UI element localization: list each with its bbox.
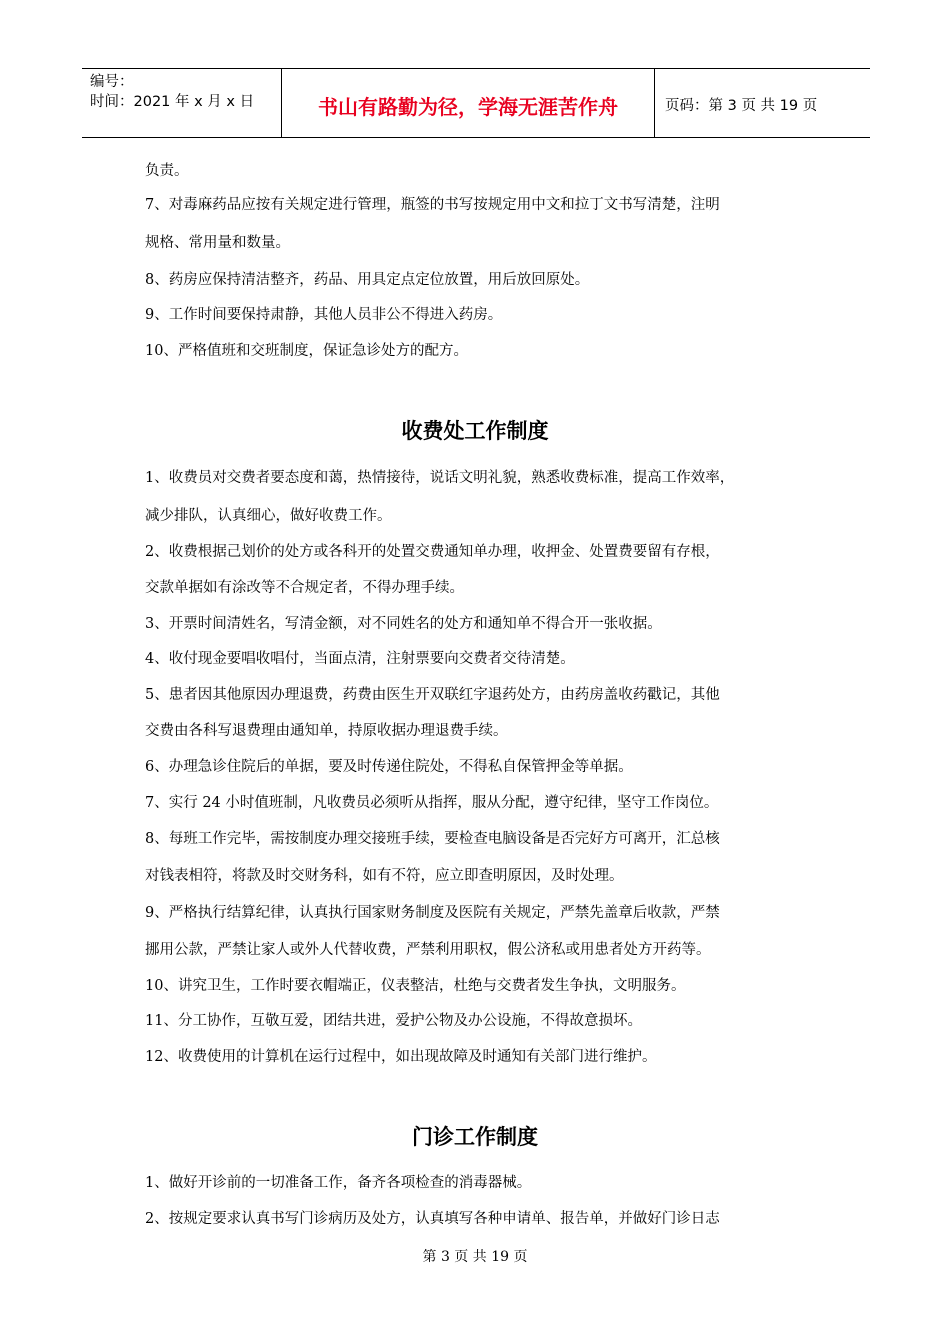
document-body [145, 155, 825, 1237]
paragraph-line: 减少排队，认真细心，做好收费工作。 [145, 508, 392, 524]
toll-rules [145, 459, 825, 1075]
paragraph-line: 交费由各科写退费理由通知单，持原收据办理退费手续。 [145, 723, 508, 739]
paragraph-line: 11、分工协作，互敬互爱，团结共进，爱护公物及办公设施，不得故意损坏。 [145, 1013, 642, 1029]
paragraph-line: 2、收费根据己划价的处方或各科开的处置交费通知单办理，收押金、处置费要留有存根， [145, 544, 720, 560]
paragraph-line: 1、做好开诊前的一切准备工作，备齐各项检查的消毒器械。 [145, 1175, 532, 1191]
paragraph-line: 7、实行 24 小时值班制，凡收费员必须听从指挥，服从分配，遵守纪律，坚守工作岗位。 [145, 795, 719, 811]
pharmacy-tail [145, 155, 825, 369]
header-motto: 书山有路勤为径，学海无涯苦作舟 [282, 69, 655, 137]
date-line: 时间：2021 年 x 月 x 日 [90, 94, 255, 110]
paragraph-line: 5、患者因其他原因办理退费，药费由医生开双联红字退药处方，由药房盖收药戳记，其他 [145, 687, 720, 703]
header-left-cell [82, 69, 282, 137]
paragraph-line: 4、收付现金要唱收唱付，当面点清，注射票要向交费者交待清楚。 [145, 651, 575, 667]
outpatient-rules [145, 1165, 825, 1237]
paragraph-line: 2、按规定要求认真书写门诊病历及处方，认真填写各种申请单、报告单，并做好门诊日志 [145, 1211, 720, 1227]
paragraph-line: 挪用公款，严禁让家人或外人代替收费，严禁利用职权，假公济私或用患者处方开药等。 [145, 942, 711, 958]
paragraph-line: 8、药房应保持清洁整齐，药品、用具定点定位放置，用后放回原处。 [145, 272, 590, 288]
paragraph-line: 规格、常用量和数量。 [145, 235, 290, 251]
paragraph-line: 1、收费员对交费者要态度和蔼，热情接待，说话文明礼貌，熟悉收费标准，提高工作效率， [145, 470, 735, 486]
page-footer: 第 3 页 共 19 页 [422, 1249, 528, 1265]
section-title-outpatient: 门诊工作制度 [412, 1125, 538, 1149]
document-header [82, 68, 870, 138]
serial-label: 编号： [90, 74, 134, 90]
paragraph-line: 负责。 [145, 163, 189, 179]
paragraph-line: 交款单据如有涂改等不合规定者，不得办理手续。 [145, 580, 464, 596]
paragraph-line: 7、对毒麻药品应按有关规定进行管理，瓶签的书写按规定用中文和拉丁文书写清楚，注明 [145, 197, 720, 213]
paragraph-line: 对钱表相符，将款及时交财务科，如有不符，应立即查明原因，及时处理。 [145, 868, 624, 884]
paragraph-line: 9、严格执行结算纪律，认真执行国家财务制度及医院有关规定，严禁先盖章后收款，严禁 [145, 905, 720, 921]
section-title-toll: 收费处工作制度 [401, 419, 549, 443]
paragraph-line: 12、收费使用的计算机在运行过程中，如出现故障及时通知有关部门进行维护。 [145, 1049, 657, 1065]
paragraph-line: 8、每班工作完毕，需按制度办理交接班手续，要检查电脑设备是否完好方可离开，汇总核 [145, 831, 720, 847]
header-page-info: 页码：第 3 页 共 19 页 [665, 97, 818, 114]
paragraph-line: 6、办理急诊住院后的单据，要及时传递住院处，不得私自保管押金等单据。 [145, 759, 633, 775]
paragraph-line: 10、严格值班和交班制度，保证急诊处方的配方。 [145, 343, 468, 359]
paragraph-line: 9、工作时间要保持肃静，其他人员非公不得进入药房。 [145, 307, 503, 323]
paragraph-line: 3、开票时间清姓名，写清金额，对不同姓名的处方和通知单不得合开一张收据。 [145, 616, 662, 632]
paragraph-line: 10、讲究卫生，工作时要衣帽端正，仪表整洁，杜绝与交费者发生争执，文明服务。 [145, 978, 686, 994]
